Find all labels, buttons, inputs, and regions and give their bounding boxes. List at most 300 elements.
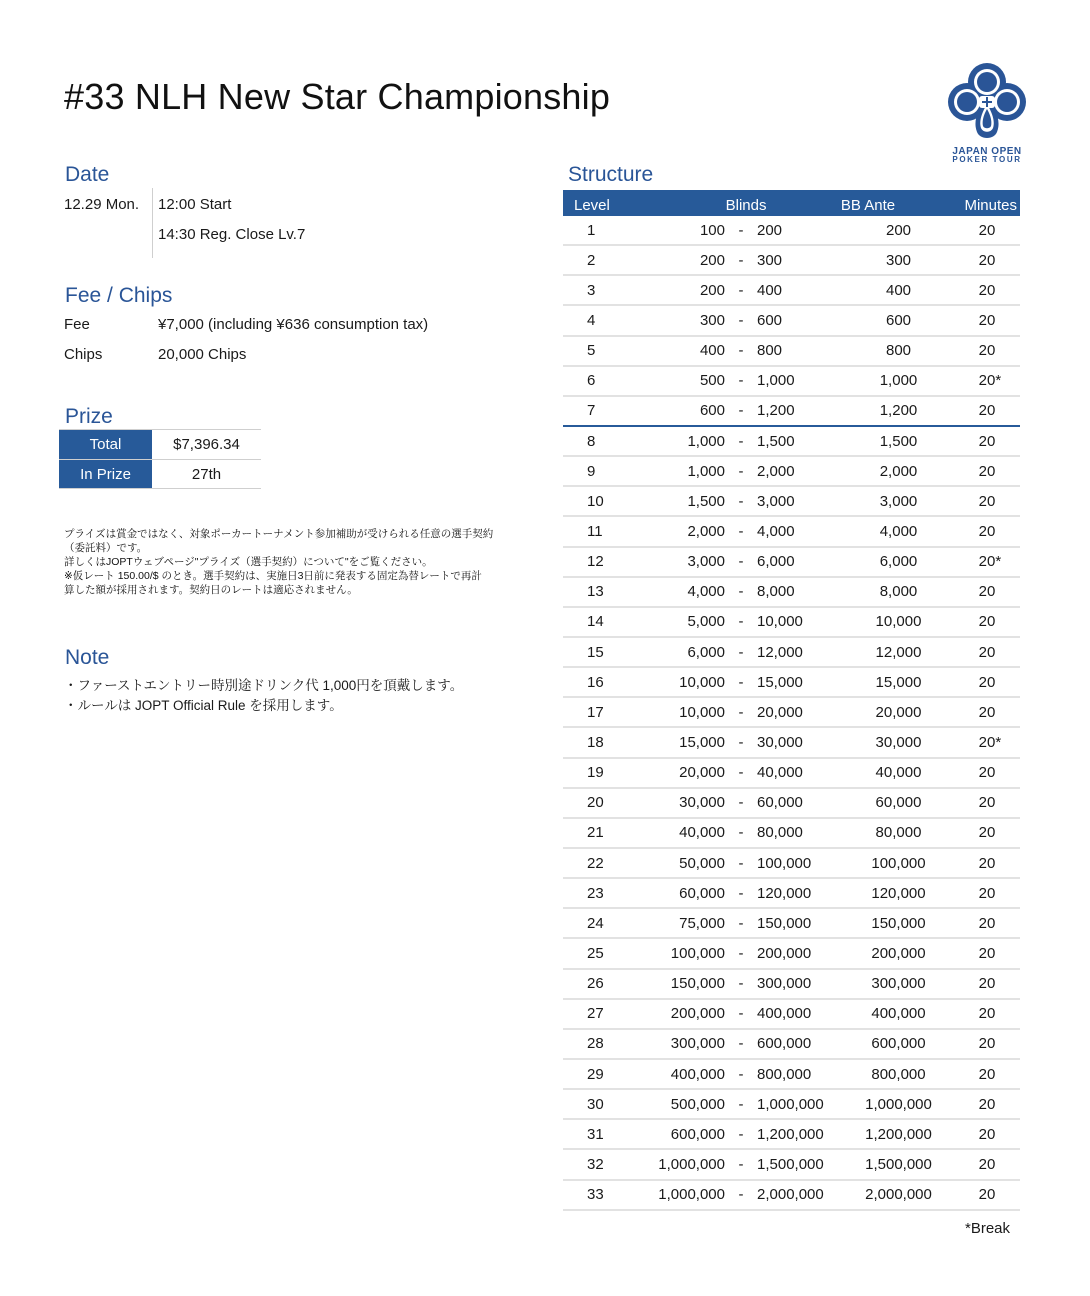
small-blind-cell: 200 xyxy=(699,251,725,269)
big-blind-cell: 400 xyxy=(757,281,783,299)
col-header-minutes: Minutes xyxy=(964,197,1017,214)
structure-row xyxy=(563,427,1020,457)
blind-separator: - xyxy=(738,703,744,721)
blind-separator: - xyxy=(738,281,744,299)
minutes-value: 20 xyxy=(978,643,996,661)
small-blind-cell: 600 xyxy=(699,402,725,420)
small-blind-cell: 200 xyxy=(699,281,725,299)
level-cell: 11 xyxy=(587,522,603,540)
small-blind-cell: 2,000 xyxy=(687,522,725,540)
blind-separator: - xyxy=(738,914,744,932)
small-blind-cell: 1,000,000 xyxy=(658,1155,725,1173)
structure-row xyxy=(563,849,1020,879)
small-blind-cell: 400,000 xyxy=(670,1065,725,1083)
structure-row xyxy=(563,879,1020,909)
structure-heading: Structure xyxy=(568,163,654,186)
blind-separator: - xyxy=(738,1095,744,1113)
level-cell: 7 xyxy=(587,402,596,420)
blind-separator: - xyxy=(738,794,744,812)
minutes-cell xyxy=(954,704,1020,721)
minutes-cell xyxy=(954,402,1020,419)
level-cell: 20 xyxy=(587,794,604,812)
minutes-value: 20 xyxy=(978,824,996,842)
small-blind-cell: 15,000 xyxy=(679,733,725,751)
structure-row xyxy=(563,337,1020,367)
disclaimer-line: （委託料）です。 xyxy=(64,542,148,554)
big-blind-cell: 150,000 xyxy=(757,914,812,932)
big-blind-cell: 300,000 xyxy=(757,975,812,993)
blind-separator: - xyxy=(738,764,744,782)
minutes-cell xyxy=(954,824,1020,841)
big-blind-cell: 1,200 xyxy=(757,402,795,420)
level-cell: 6 xyxy=(587,372,596,390)
level-cell: 27 xyxy=(587,1005,604,1023)
prize-in-prize-row xyxy=(59,459,261,489)
note-item: ・ファーストエントリー時別途ドリンク代 1,000円を頂戴します。 xyxy=(64,678,464,693)
small-blind-cell: 300 xyxy=(699,311,725,329)
small-blind-cell: 150,000 xyxy=(670,975,725,993)
blind-separator: - xyxy=(738,372,744,390)
big-blind-cell: 2,000,000 xyxy=(757,1186,824,1204)
big-blind-cell: 80,000 xyxy=(757,824,803,842)
minutes-value: 20 xyxy=(978,522,996,540)
level-cell: 25 xyxy=(587,944,604,962)
level-cell: 12 xyxy=(587,553,604,571)
bb-ante-cell: 10,000 xyxy=(875,613,922,631)
page-title: #33 NLH New Star Championship xyxy=(64,76,611,117)
big-blind-cell: 120,000 xyxy=(757,884,812,902)
bb-ante-cell: 20,000 xyxy=(875,703,922,721)
structure-row xyxy=(563,1060,1020,1090)
structure-row xyxy=(563,819,1020,849)
blind-separator: - xyxy=(738,824,744,842)
break-marker: * xyxy=(995,733,1002,751)
minutes-value: 20 xyxy=(978,944,996,962)
structure-table xyxy=(563,190,1020,1211)
minutes-value: 20 xyxy=(978,703,996,721)
minutes-cell xyxy=(954,915,1020,932)
minutes-value: 20 xyxy=(978,462,996,480)
note-list xyxy=(64,676,463,716)
small-blind-cell: 60,000 xyxy=(679,884,725,902)
bb-ante-cell: 1,000,000 xyxy=(865,1095,932,1113)
minutes-cell xyxy=(954,222,1020,239)
minutes-cell xyxy=(954,764,1020,781)
bb-ante-cell: 1,500 xyxy=(879,432,918,450)
structure-row xyxy=(563,457,1020,487)
blind-separator: - xyxy=(738,1065,744,1083)
minutes-value: 20 xyxy=(978,1035,996,1053)
small-blind-cell: 1,000 xyxy=(687,432,725,450)
small-blind-cell: 10,000 xyxy=(679,703,725,721)
minutes-value: 20 xyxy=(978,372,996,390)
blind-separator: - xyxy=(738,342,744,360)
minutes-value: 20 xyxy=(978,1186,996,1204)
chips-label: Chips xyxy=(64,346,103,363)
level-cell: 30 xyxy=(587,1095,604,1113)
level-cell: 3 xyxy=(587,281,596,299)
structure-row xyxy=(563,1000,1020,1030)
small-blind-cell: 300,000 xyxy=(670,1035,725,1053)
bb-ante-cell: 150,000 xyxy=(871,914,926,932)
minutes-value: 20 xyxy=(978,402,996,420)
note-heading: Note xyxy=(65,646,110,669)
fee-chips-heading: Fee / Chips xyxy=(65,284,173,307)
bb-ante-cell: 3,000 xyxy=(879,492,918,510)
blind-separator: - xyxy=(738,643,744,661)
bb-ante-cell: 400 xyxy=(885,281,912,299)
minutes-value: 20 xyxy=(978,281,996,299)
blind-separator: - xyxy=(738,1035,744,1053)
level-cell: 33 xyxy=(587,1186,604,1204)
minutes-cell xyxy=(954,282,1020,299)
minutes-cell xyxy=(954,674,1020,691)
big-blind-cell: 1,000 xyxy=(757,372,795,390)
big-blind-cell: 100,000 xyxy=(757,854,812,872)
small-blind-cell: 1,000,000 xyxy=(658,1186,725,1204)
break-marker: * xyxy=(995,553,1002,571)
structure-row xyxy=(563,1120,1020,1150)
prize-disclaimer xyxy=(64,527,534,597)
small-blind-cell: 40,000 xyxy=(679,824,725,842)
bb-ante-cell: 800,000 xyxy=(871,1065,926,1083)
minutes-cell xyxy=(954,1126,1020,1143)
blind-separator: - xyxy=(738,733,744,751)
fee-label: Fee xyxy=(64,316,90,333)
prize-total-row xyxy=(59,429,261,459)
bb-ante-cell: 120,000 xyxy=(871,884,926,902)
blind-separator: - xyxy=(738,583,744,601)
structure-row xyxy=(563,1150,1020,1180)
big-blind-cell: 15,000 xyxy=(757,673,803,691)
big-blind-cell: 8,000 xyxy=(757,583,795,601)
structure-row xyxy=(563,246,1020,276)
minutes-value: 20 xyxy=(978,342,996,360)
logo-text-poker-tour: POKER TOUR xyxy=(952,155,1022,164)
structure-row xyxy=(563,367,1020,397)
blind-separator: - xyxy=(738,492,744,510)
big-blind-cell: 40,000 xyxy=(757,764,803,782)
disclaimer-line: ※仮レート 150.00/$ のとき。選手契約は、実施日3日前に発表する固定為替レートで再計 xyxy=(64,570,482,582)
structure-row xyxy=(563,216,1020,246)
date-day: 12.29 Mon. xyxy=(64,196,140,213)
bb-ante-cell: 6,000 xyxy=(879,553,918,571)
minutes-cell xyxy=(954,1066,1020,1083)
structure-row xyxy=(563,1030,1020,1060)
level-cell: 1 xyxy=(587,221,596,239)
prize-total-label: Total xyxy=(59,430,152,459)
small-blind-cell: 10,000 xyxy=(679,673,725,691)
bb-ante-cell: 40,000 xyxy=(875,764,922,782)
level-cell: 4 xyxy=(587,311,596,329)
level-cell: 29 xyxy=(587,1065,604,1083)
fee-value: ¥7,000 (including ¥636 consumption tax) xyxy=(158,316,429,333)
bb-ante-cell: 15,000 xyxy=(875,673,922,691)
date-divider xyxy=(152,188,153,258)
bb-ante-cell: 1,000 xyxy=(879,372,918,390)
minutes-cell xyxy=(954,583,1020,600)
minutes-cell xyxy=(954,1035,1020,1052)
big-blind-cell: 1,000,000 xyxy=(757,1095,824,1113)
bb-ante-cell: 8,000 xyxy=(879,583,918,601)
prize-table xyxy=(59,429,261,489)
minutes-value: 20 xyxy=(978,583,996,601)
structure-row xyxy=(563,759,1020,789)
minutes-value: 20 xyxy=(978,1065,996,1083)
date-heading: Date xyxy=(65,163,110,186)
minutes-value: 20 xyxy=(978,311,996,329)
minutes-value: 20 xyxy=(978,251,996,269)
clover-logo-icon xyxy=(947,60,1027,144)
big-blind-cell: 2,000 xyxy=(757,462,795,480)
small-blind-cell: 5,000 xyxy=(687,613,725,631)
start-time: 12:00 Start xyxy=(158,196,232,213)
minutes-value: 20 xyxy=(978,432,996,450)
blind-separator: - xyxy=(738,1005,744,1023)
big-blind-cell: 12,000 xyxy=(757,643,803,661)
bb-ante-cell: 600,000 xyxy=(871,1035,926,1053)
small-blind-cell: 75,000 xyxy=(679,914,725,932)
structure-row xyxy=(563,578,1020,608)
blind-separator: - xyxy=(738,522,744,540)
minutes-value: 20 xyxy=(978,613,996,631)
blind-separator: - xyxy=(738,673,744,691)
minutes-cell xyxy=(954,523,1020,540)
small-blind-cell: 400 xyxy=(699,342,725,360)
minutes-cell xyxy=(954,855,1020,872)
level-cell: 15 xyxy=(587,643,604,661)
small-blind-cell: 500,000 xyxy=(670,1095,725,1113)
small-blind-cell: 100 xyxy=(699,221,725,239)
small-blind-cell: 200,000 xyxy=(670,1005,725,1023)
structure-header-row xyxy=(563,190,1020,216)
bb-ante-cell: 60,000 xyxy=(875,794,922,812)
structure-row xyxy=(563,1090,1020,1120)
minutes-cell xyxy=(954,312,1020,329)
minutes-cell xyxy=(954,553,1020,570)
big-blind-cell: 4,000 xyxy=(757,522,795,540)
bb-ante-cell: 30,000 xyxy=(875,733,922,751)
structure-row xyxy=(563,638,1020,668)
small-blind-cell: 30,000 xyxy=(679,794,725,812)
minutes-value: 20 xyxy=(978,914,996,932)
in-prize-value: 27th xyxy=(191,465,222,483)
structure-row xyxy=(563,397,1020,427)
minutes-cell xyxy=(954,493,1020,510)
minutes-cell xyxy=(954,734,1020,751)
level-cell: 31 xyxy=(587,1125,604,1143)
structure-body xyxy=(563,216,1020,1211)
bb-ante-cell: 4,000 xyxy=(879,522,918,540)
small-blind-cell: 6,000 xyxy=(687,643,725,661)
level-cell: 17 xyxy=(587,703,604,721)
small-blind-cell: 1,000 xyxy=(687,462,725,480)
minutes-cell xyxy=(954,433,1020,450)
level-cell: 14 xyxy=(587,613,604,631)
level-cell: 18 xyxy=(587,733,604,751)
small-blind-cell: 3,000 xyxy=(687,553,725,571)
structure-row xyxy=(563,517,1020,547)
minutes-value: 20 xyxy=(978,1005,996,1023)
level-cell: 5 xyxy=(587,342,596,360)
minutes-cell xyxy=(954,463,1020,480)
structure-row xyxy=(563,970,1020,1000)
big-blind-cell: 600,000 xyxy=(757,1035,812,1053)
minutes-cell xyxy=(954,342,1020,359)
disclaimer-line: 詳しくはJOPTウェブページ"プライズ（選手契約）について"をご覧ください。 xyxy=(64,556,433,568)
col-header-bb-ante: BB Ante xyxy=(840,197,896,214)
logo-text-japan-open: JAPAN OPEN xyxy=(952,146,1022,157)
big-blind-cell: 600 xyxy=(757,311,783,329)
level-cell: 26 xyxy=(587,975,604,993)
blind-separator: - xyxy=(738,221,744,239)
level-cell: 8 xyxy=(587,432,596,450)
minutes-cell xyxy=(954,945,1020,962)
big-blind-cell: 300 xyxy=(757,251,783,269)
minutes-value: 20 xyxy=(978,1125,996,1143)
col-header-blinds: Blinds xyxy=(725,197,767,214)
structure-row xyxy=(563,276,1020,306)
blind-separator: - xyxy=(738,854,744,872)
blind-separator: - xyxy=(738,462,744,480)
bb-ante-cell: 600 xyxy=(885,311,912,329)
bb-ante-cell: 800 xyxy=(885,342,912,360)
blind-separator: - xyxy=(738,613,744,631)
level-cell: 16 xyxy=(587,673,604,691)
minutes-cell xyxy=(954,613,1020,630)
break-legend: *Break xyxy=(965,1220,1011,1237)
level-cell: 23 xyxy=(587,884,604,902)
bb-ante-cell: 12,000 xyxy=(875,643,922,661)
jopt-logo xyxy=(944,60,1030,164)
blind-separator: - xyxy=(738,1125,744,1143)
level-cell: 19 xyxy=(587,764,604,782)
bb-ante-cell: 1,200,000 xyxy=(865,1125,932,1143)
small-blind-cell: 100,000 xyxy=(670,944,725,962)
minutes-value: 20 xyxy=(978,673,996,691)
bb-ante-cell: 2,000,000 xyxy=(865,1186,932,1204)
minutes-value: 20 xyxy=(978,221,996,239)
minutes-cell xyxy=(954,794,1020,811)
minutes-value: 20 xyxy=(978,733,996,751)
blind-separator: - xyxy=(738,1155,744,1173)
big-blind-cell: 400,000 xyxy=(757,1005,812,1023)
chips-row xyxy=(64,346,246,363)
disclaimer-line: プライズは賞金ではなく、対象ポーカートーナメント参加補助が受けられる任意の選手契約 xyxy=(64,528,494,540)
level-cell: 21 xyxy=(587,824,604,842)
structure-row xyxy=(563,939,1020,969)
level-cell: 28 xyxy=(587,1035,604,1053)
bb-ante-cell: 1,500,000 xyxy=(865,1155,932,1173)
small-blind-cell: 20,000 xyxy=(679,764,725,782)
bb-ante-cell: 100,000 xyxy=(871,854,926,872)
minutes-cell xyxy=(954,885,1020,902)
small-blind-cell: 50,000 xyxy=(679,854,725,872)
level-cell: 2 xyxy=(587,251,596,269)
blind-separator: - xyxy=(738,944,744,962)
break-marker: * xyxy=(995,372,1002,390)
structure-row xyxy=(563,668,1020,698)
structure-row xyxy=(563,487,1020,517)
level-cell: 10 xyxy=(587,492,604,510)
level-cell: 22 xyxy=(587,854,604,872)
col-header-level: Level xyxy=(574,197,610,214)
bb-ante-cell: 400,000 xyxy=(871,1005,926,1023)
level-cell: 9 xyxy=(587,462,596,480)
minutes-cell xyxy=(954,975,1020,992)
minutes-value: 20 xyxy=(978,794,996,812)
structure-row xyxy=(563,306,1020,336)
prize-total-value: $7,396.34 xyxy=(173,436,240,453)
big-blind-cell: 800,000 xyxy=(757,1065,812,1083)
bb-ante-cell: 2,000 xyxy=(879,462,918,480)
minutes-value: 20 xyxy=(978,492,996,510)
chips-value: 20,000 Chips xyxy=(158,346,247,363)
small-blind-cell: 1,500 xyxy=(687,492,725,510)
blind-separator: - xyxy=(738,251,744,269)
minutes-cell xyxy=(954,252,1020,269)
blind-separator: - xyxy=(738,975,744,993)
bb-ante-cell: 300 xyxy=(885,251,912,269)
bb-ante-cell: 80,000 xyxy=(875,824,922,842)
big-blind-cell: 200,000 xyxy=(757,944,812,962)
minutes-cell xyxy=(954,372,1020,389)
structure-row xyxy=(563,909,1020,939)
blind-separator: - xyxy=(738,432,744,450)
minutes-value: 20 xyxy=(978,553,996,571)
minutes-cell xyxy=(954,1096,1020,1113)
structure-row xyxy=(563,1181,1020,1211)
in-prize-label: In Prize xyxy=(59,460,152,488)
big-blind-cell: 800 xyxy=(757,342,783,360)
note-item: ・ルールは JOPT Official Rule を採用します。 xyxy=(64,698,343,713)
big-blind-cell: 6,000 xyxy=(757,553,795,571)
small-blind-cell: 600,000 xyxy=(670,1125,725,1143)
bb-ante-cell: 1,200 xyxy=(879,402,918,420)
big-blind-cell: 3,000 xyxy=(757,492,795,510)
blind-separator: - xyxy=(738,884,744,902)
minutes-value: 20 xyxy=(978,1095,996,1113)
reg-close-time: 14:30 Reg. Close Lv.7 xyxy=(158,226,306,243)
minutes-cell xyxy=(954,1156,1020,1173)
minutes-value: 20 xyxy=(978,764,996,782)
minutes-value: 20 xyxy=(978,884,996,902)
minutes-value: 20 xyxy=(978,854,996,872)
structure-row xyxy=(563,608,1020,638)
big-blind-cell: 1,200,000 xyxy=(757,1125,824,1143)
minutes-value: 20 xyxy=(978,975,996,993)
big-blind-cell: 200 xyxy=(757,221,783,239)
big-blind-cell: 1,500,000 xyxy=(757,1155,824,1173)
structure-row xyxy=(563,548,1020,578)
blind-separator: - xyxy=(738,311,744,329)
minutes-value: 20 xyxy=(978,1155,996,1173)
blind-separator: - xyxy=(738,1186,744,1204)
fee-row xyxy=(64,316,428,333)
big-blind-cell: 60,000 xyxy=(757,794,803,812)
level-cell: 32 xyxy=(587,1155,604,1173)
big-blind-cell: 10,000 xyxy=(757,613,803,631)
big-blind-cell: 1,500 xyxy=(757,432,795,450)
minutes-cell xyxy=(954,1005,1020,1022)
bb-ante-cell: 300,000 xyxy=(871,975,926,993)
bb-ante-cell: 200,000 xyxy=(871,944,926,962)
disclaimer-line: 算した額が採用されます。契約日のレートは適応されません。 xyxy=(64,584,358,596)
structure-row xyxy=(563,789,1020,819)
blind-separator: - xyxy=(738,553,744,571)
small-blind-cell: 500 xyxy=(699,372,725,390)
minutes-cell xyxy=(954,644,1020,661)
